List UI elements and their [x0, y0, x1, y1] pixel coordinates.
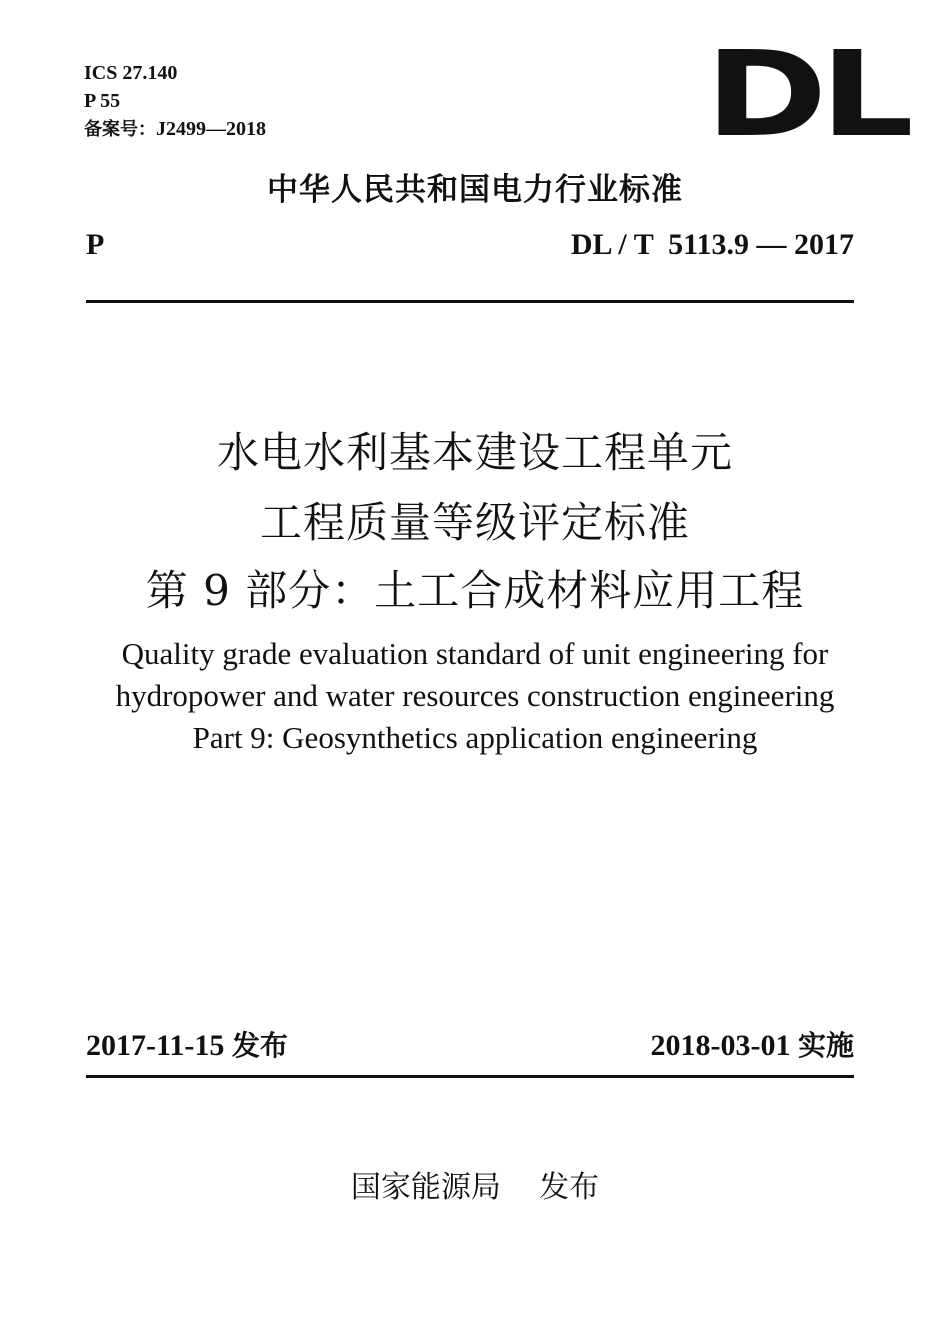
- english-title-line-1: Quality grade evaluation standard of unit engineering for: [121, 636, 829, 671]
- english-title-line-2: hydropower and water resources construction engineering: [115, 678, 835, 713]
- industry-standard-heading: 中华人民共和国电力行业标准: [267, 172, 683, 208]
- chinese-title-line-3: 第 9 部分：土工合成材料应用工程: [145, 566, 805, 615]
- standard-number: DL / T 5113.9 — 2017: [570, 228, 854, 261]
- top-divider: [86, 300, 854, 303]
- issuing-authority: 国家能源局 发布: [350, 1170, 600, 1205]
- classification-code: P 55: [84, 90, 121, 112]
- category-code: P: [86, 228, 105, 261]
- issue-date: [86, 1024, 288, 1064]
- chinese-title-line-1: 水电水利基本建设工程单元: [216, 428, 733, 477]
- record-number: [84, 116, 266, 143]
- bottom-divider: [86, 1075, 854, 1078]
- english-title-line-3: Part 9: Geosynthetics application engineering: [192, 720, 758, 755]
- ics-code: ICS 27.140: [84, 62, 178, 84]
- issue-date-value: 2017-11-15: [86, 1029, 225, 1062]
- effective-label: 实施: [797, 1029, 854, 1062]
- chinese-title-line-2: 工程质量等级评定标准: [259, 498, 690, 547]
- effective-date-value: 2018-03-01: [650, 1029, 791, 1062]
- effective-date: [651, 1024, 855, 1064]
- dl-logo: DL: [705, 25, 907, 163]
- record-value: J2499—2018: [156, 118, 266, 140]
- record-label: 备案号：: [84, 119, 156, 140]
- issue-label: 发布: [231, 1029, 288, 1062]
